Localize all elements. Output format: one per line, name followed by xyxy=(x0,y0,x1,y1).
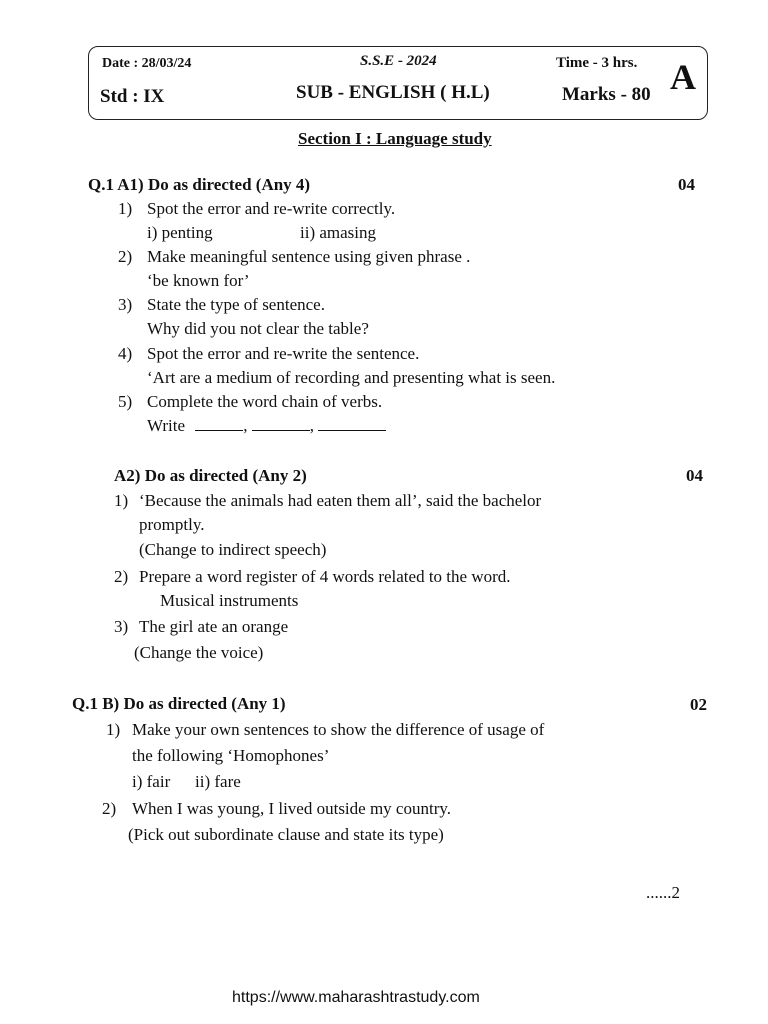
q1a1-item-1-sub-i: i) penting xyxy=(147,223,213,242)
section-title: Section I : Language study xyxy=(298,129,492,148)
q1a1-item-2-phrase: ‘be known for’ xyxy=(147,271,250,290)
q1a1-item-2-num: 2) xyxy=(118,247,133,266)
footer-url[interactable]: https://www.maharashtrastudy.com xyxy=(232,989,480,1006)
q1a2-item-3-num: 3) xyxy=(114,617,129,636)
standard: Std : IX xyxy=(100,86,165,107)
q1a1-item-4-text: Spot the error and re-write the sentence. xyxy=(147,344,420,363)
q1a1-item-5-text: Complete the word chain of verbs. xyxy=(147,392,383,411)
word-chain-comma-1: , xyxy=(243,416,248,435)
q1a1-item-5-word-chain xyxy=(147,416,386,436)
q1a1-marks: 04 xyxy=(678,175,695,194)
q1a2-item-3-instruction: (Change the voice) xyxy=(134,643,264,662)
page-continuation: ......2 xyxy=(646,883,680,902)
q1b-heading: Q.1 B) Do as directed (Any 1) xyxy=(72,694,286,713)
q1a1-item-4-sentence: ‘Art are a medium of recording and presenting what is seen. xyxy=(147,368,556,387)
q1a1-item-1-sub-ii: ii) amasing xyxy=(300,223,377,242)
exam-time: Time - 3 hrs. xyxy=(556,55,638,71)
q1a2-item-2-word: Musical instruments xyxy=(160,591,299,610)
q1b-item-1-num: 1) xyxy=(106,720,121,739)
exam-name: S.S.E - 2024 xyxy=(360,53,437,69)
exam-date: Date : 28/03/24 xyxy=(102,56,192,71)
q1a2-item-1-text: ‘Because the animals had eaten them all’, said the bachelor xyxy=(139,491,542,510)
q1b-item-1-sub-ii: ii) fare xyxy=(195,772,241,791)
q1a2-heading: A2) Do as directed (Any 2) xyxy=(114,466,307,485)
q1b-item-1-sub-i: i) fair xyxy=(132,772,171,791)
q1a2-item-1-instruction: (Change to indirect speech) xyxy=(139,540,327,559)
q1a1-item-1-text: Spot the error and re-write correctly. xyxy=(147,199,396,218)
total-marks: Marks - 80 xyxy=(562,84,651,105)
q1a1-item-4-num: 4) xyxy=(118,344,133,363)
q1a2-item-1-num: 1) xyxy=(114,491,129,510)
q1a2-item-1-cont: promptly. xyxy=(139,515,205,534)
q1a2-item-2-num: 2) xyxy=(114,567,129,586)
q1a1-item-3-sentence: Why did you not clear the table? xyxy=(147,319,369,338)
q1b-item-2-instruction: (Pick out subordinate clause and state its type) xyxy=(128,825,444,844)
q1a1-item-2-text: Make meaningful sentence using given phrase . xyxy=(147,247,471,266)
q1b-item-1-text: Make your own sentences to show the difference of usage of xyxy=(132,720,545,739)
q1a1-item-5-num: 5) xyxy=(118,392,133,411)
q1b-marks: 02 xyxy=(690,695,707,714)
word-chain-blank-3 xyxy=(318,416,386,431)
set-label: A xyxy=(670,57,696,97)
q1b-item-1-cont: the following ‘Homophones’ xyxy=(132,746,330,765)
subject: SUB - ENGLISH ( H.L) xyxy=(296,82,490,103)
q1a2-marks: 04 xyxy=(686,466,703,485)
q1a1-heading: Q.1 A1) Do as directed (Any 4) xyxy=(88,175,311,194)
q1b-item-2-num: 2) xyxy=(102,799,117,818)
q1b-item-2-text: When I was young, I lived outside my country. xyxy=(132,799,451,818)
q1a1-item-3-text: State the type of sentence. xyxy=(147,295,325,314)
q1a1-item-3-num: 3) xyxy=(118,295,133,314)
q1a1-item-1-num: 1) xyxy=(118,199,133,218)
word-chain-comma-2: , xyxy=(309,416,315,435)
word-chain-blank-1 xyxy=(195,416,243,431)
word-chain-start: Write xyxy=(147,416,186,435)
q1a2-item-2-text: Prepare a word register of 4 words related to the word. xyxy=(139,567,511,586)
q1a2-item-3-text: The girl ate an orange xyxy=(139,617,289,636)
word-chain-blank-2 xyxy=(252,416,310,431)
